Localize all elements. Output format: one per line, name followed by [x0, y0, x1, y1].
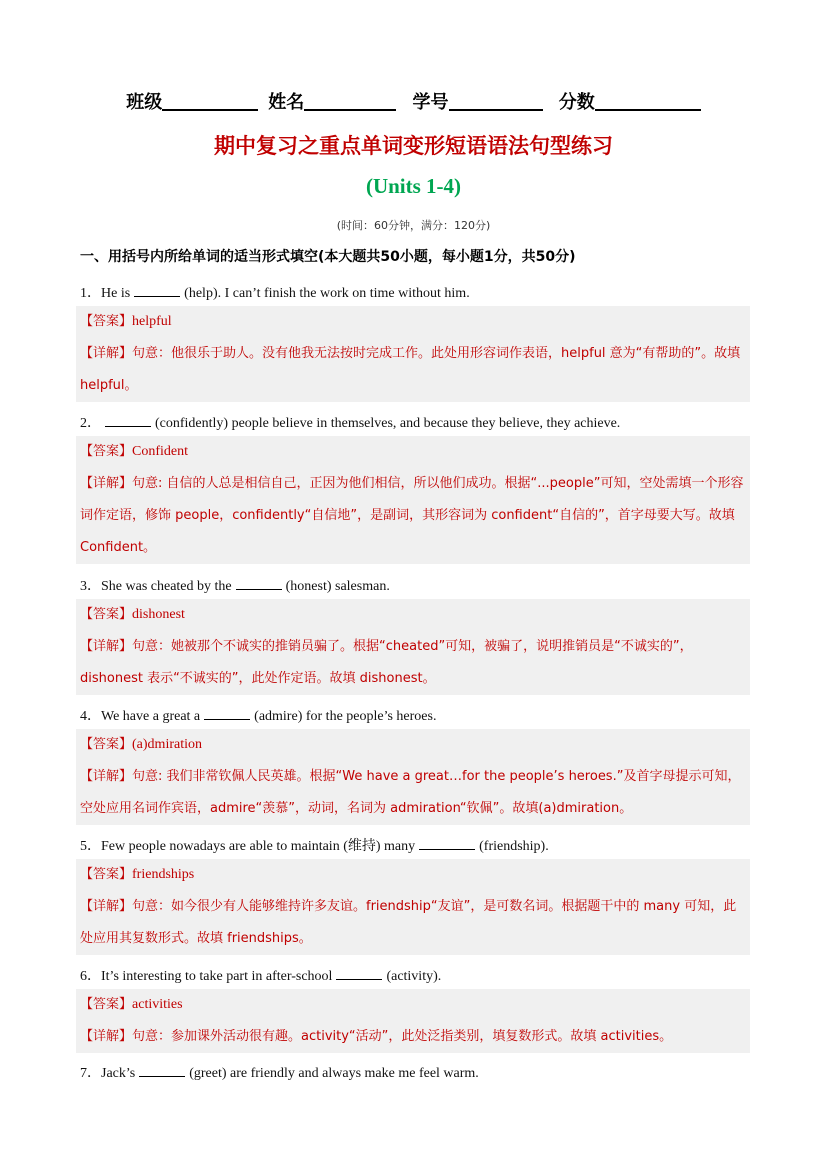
question-text-before: We have a great a — [101, 709, 201, 724]
detail-tag: 【详解】 — [80, 639, 133, 654]
answer-value: friendships — [132, 867, 195, 882]
page-title: 期中复习之重点单词变形短语语法句型练习 — [214, 134, 613, 158]
answer-blank[interactable] — [419, 837, 475, 850]
answer-block — [76, 436, 750, 564]
answer-block — [76, 306, 750, 402]
question-item — [80, 1062, 760, 1082]
score-blank[interactable] — [595, 93, 701, 111]
question-text-after: (friendship). — [479, 839, 549, 854]
answer-tag: 【答案】 — [80, 867, 133, 882]
answer-blank[interactable] — [139, 1064, 185, 1077]
answer-tag: 【答案】 — [80, 997, 133, 1012]
detail-text: 句意：他很乐于助人。没有他我无法按时完成工作。此处用形容词作表语，helpful 意为“有帮助的”。故填 helpful。 — [80, 346, 741, 393]
answer-tag: 【答案】 — [80, 607, 133, 622]
answer-blank[interactable] — [134, 284, 180, 297]
question-number: 5． — [80, 839, 101, 854]
detail-text: 句意：参加课外活动很有趣。activity“活动”，此处泛指类别，填复数形式。故填 activities。 — [132, 1029, 673, 1044]
question-item — [80, 965, 760, 985]
name-blank[interactable] — [304, 93, 396, 111]
answer-value: dishonest — [132, 607, 185, 622]
answer-block — [76, 729, 750, 825]
question-text-after: (activity). — [386, 969, 442, 984]
time-info: (时间：60分钟，满分：120分) — [336, 219, 491, 232]
question-item — [80, 705, 760, 725]
question-text-before: It’s interesting to take part in after-school — [101, 969, 333, 984]
question-item — [80, 835, 760, 855]
question-number: 7． — [80, 1066, 101, 1081]
question-item — [80, 575, 760, 595]
question-number: 4． — [80, 709, 101, 724]
section-heading: 一、用括号内所给单词的适当形式填空(本大题共50小题，每小题1分，共50分) — [80, 249, 576, 265]
question-number: 1． — [80, 286, 101, 301]
question-text-before: He is — [101, 286, 131, 301]
page-subtitle: (Units 1-4) — [365, 174, 462, 198]
detail-text: 句意: 自信的人总是相信自己，正因为他们相信，所以他们成功。根据“...people”可知，空处需填一个形容词作定语，修饰 people，confidently“自信地”，是副词，其形容词为 confident“自信的”，首字母要大写。故填 Confident。 — [80, 476, 744, 555]
student-info-line — [0, 88, 827, 114]
question-item — [80, 412, 760, 432]
number-blank[interactable] — [449, 93, 543, 111]
detail-tag: 【详解】 — [80, 476, 133, 491]
answer-value: (a)dmiration — [132, 737, 202, 752]
answer-blank[interactable] — [105, 414, 151, 427]
answer-value: activities — [132, 997, 183, 1012]
name-label: 姓名 — [268, 92, 305, 113]
answer-tag: 【答案】 — [80, 314, 133, 329]
class-blank[interactable] — [162, 93, 258, 111]
answer-value: Confident — [132, 444, 189, 459]
question-number: 3． — [80, 579, 101, 594]
detail-text: 句意：她被那个不诚实的推销员骗了。根据“cheated”可知，被骗了，说明推销员是“不诚实的”，dishonest 表示“不诚实的”，此处作定语。故填 dishonest。 — [80, 639, 693, 686]
question-item — [80, 282, 760, 302]
question-text-after: (help). I can’t finish the work on time without him. — [184, 286, 470, 301]
answer-tag: 【答案】 — [80, 737, 133, 752]
question-text-after: (confidently) people believe in themselves, and because they believe, they achieve. — [155, 416, 621, 431]
answer-block — [76, 599, 750, 695]
detail-text: 句意: 我们非常钦佩人民英雄。根据“We have a great…for the people’s heroes.”及首字母提示可知，空处应用名词作宾语，admire“羡慕”，动词，名词为 admiration“钦佩”。故填(a)dmiration。 — [80, 769, 741, 816]
detail-tag: 【详解】 — [80, 346, 133, 361]
question-text-before: She was cheated by the — [101, 579, 232, 594]
question-number: 2． — [80, 416, 101, 431]
question-text-after: (greet) are friendly and always make me feel warm. — [189, 1066, 479, 1081]
detail-tag: 【详解】 — [80, 1029, 133, 1044]
class-label: 班级 — [126, 92, 163, 113]
answer-block — [76, 859, 750, 955]
detail-text: 句意：如今很少有人能够维持许多友谊。friendship“友谊”，是可数名词。根据题干中的 many 可知，此处应用其复数形式。故填 friendships。 — [80, 899, 737, 946]
number-label: 学号 — [412, 92, 449, 113]
question-number: 6． — [80, 969, 101, 984]
detail-tag: 【详解】 — [80, 899, 133, 914]
question-text-before: Jack’s — [101, 1066, 136, 1081]
question-text-after: (honest) salesman. — [285, 579, 390, 594]
answer-tag: 【答案】 — [80, 444, 133, 459]
question-text-before: Few people nowadays are able to maintain (维持) many — [101, 839, 416, 854]
answer-blank[interactable] — [336, 967, 382, 980]
answer-block — [76, 989, 750, 1053]
answer-blank[interactable] — [204, 707, 250, 720]
score-label: 分数 — [558, 92, 595, 113]
detail-tag: 【详解】 — [80, 769, 133, 784]
question-text-after: (admire) for the people’s heroes. — [254, 709, 437, 724]
answer-value: helpful — [132, 314, 172, 329]
answer-blank[interactable] — [236, 577, 282, 590]
